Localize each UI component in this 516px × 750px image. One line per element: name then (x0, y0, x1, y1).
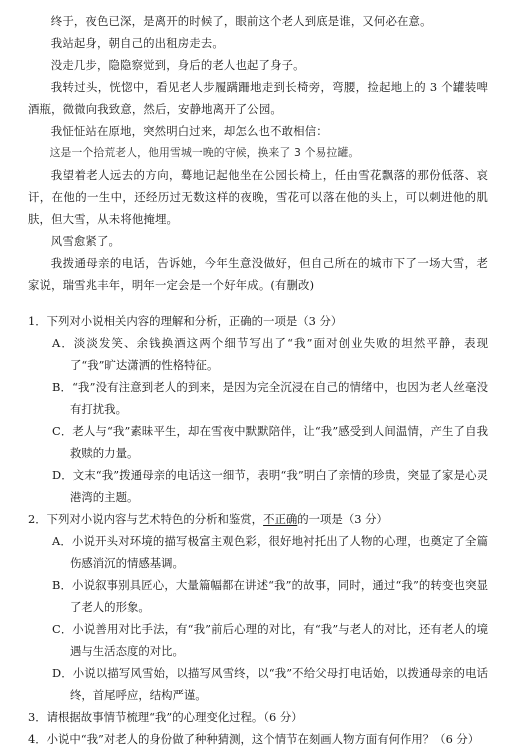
option-b: B．“我”没有注意到老人的到来，是因为完全沉浸在自己的情绪中，也因为老人丝毫没有打扰我。 (52, 380, 488, 416)
option-c: C．老人与“我”素昧平生，却在雪夜中默默陪伴，让“我”感受到人间温情，产生了自我救赎的力量。 (52, 424, 488, 460)
option-d: D．小说以描写风雪始，以描写风雪终，以“我”不给父母打电话始，以拨通母亲的电话终，首尾呼应，结构严谨。 (52, 666, 488, 702)
story-paragraph: 风雪愈紧了。 (50, 234, 121, 248)
option-d: D．文末“我”拨通母亲的电话这一细节，表明“我”明白了亲情的珍贵，突显了家是心灵港湾的主题。 (52, 468, 488, 504)
question-2 (28, 508, 488, 706)
question-list (28, 310, 488, 750)
question-3 (28, 706, 488, 728)
story-paragraph: 我站起身，朝自己的出租房走去。 (50, 36, 224, 50)
story-paragraph: 没走几步，隐隐察觉到，身后的老人也起了身子。 (50, 58, 305, 72)
story-paragraph: 我望着老人远去的方向，蓦地记起他坐在公园长椅上，任由雪花飘落的那份低落、哀讦，在他的一生中，还经历过无数这样的夜晚，雪花可以落在他的头上，可以刺进他的肌肤，但大雪，从未将他掩埋。 (28, 168, 488, 226)
story-paragraph-quote: 这是一个拾荒老人，他用雪城一晚的守候，换来了 3 个易拉罐。 (49, 146, 360, 159)
question-stem-pre: 2．下列对小说内容与艺术特色的分析和鉴赏， (28, 512, 264, 526)
question-stem: 1．下列对小说相关内容的理解和分析，正确的一项是（3 分） (28, 314, 343, 328)
option-c: C．小说善用对比手法，有“我”前后心理的对比，有“我”与老人的对比，还有老人的境遇与生活态度的对比。 (52, 622, 488, 658)
option-b: B．小说叙事别具匠心，大量篇幅都在讲述“我”的故事，同时，通过“我”的转变也突显了老人的形象。 (52, 578, 488, 614)
story-text (28, 10, 488, 296)
story-paragraph: 我怔怔站在原地，突然明白过来，却怎么也不敢相信： (50, 124, 328, 138)
story-paragraph: 终于，夜色已深，是离开的时候了，眼前这个老人到底是谁，又何必在意。 (50, 14, 432, 28)
option-a: A．小说开头对环境的描写极富主观色彩，很好地衬托出了人物的心理，也奠定了全篇伤感消沉的情感基调。 (52, 534, 488, 570)
question-stem-emphasis: 不正确 (263, 512, 298, 526)
question-stem: 4．小说中“我”对老人的身份做了种种猜测，这个情节在刻画人物方面有何作用？（6 分） (28, 732, 480, 746)
question-stem-post: 的一项是（3 分） (297, 512, 388, 526)
story-paragraph: 我转过头，恍惚中，看见老人步履蹒跚地走到长椅旁，弯腰，捡起地上的 3 个罐装啤酒瓶，微微向我致意，然后，安静地离开了公园。 (28, 80, 488, 116)
story-paragraph: 我拨通母亲的电话，告诉她，今年生意没做好，但自己所在的城市下了一场大雪，老家说，瑞雪兆丰年，明年一定会是一个好年成。(有删改) (28, 256, 488, 292)
question-4 (28, 728, 488, 750)
question-stem (28, 508, 488, 530)
question-1 (28, 310, 488, 508)
question-stem: 3．请根据故事情节梳理“我”的心理变化过程。（6 分） (28, 710, 303, 724)
option-a: A．淡淡发笑、余钱换酒这两个细节写出了“我”面对创业失败的坦然平静，表现了“我”旷达潇洒的性格特征。 (52, 336, 488, 372)
